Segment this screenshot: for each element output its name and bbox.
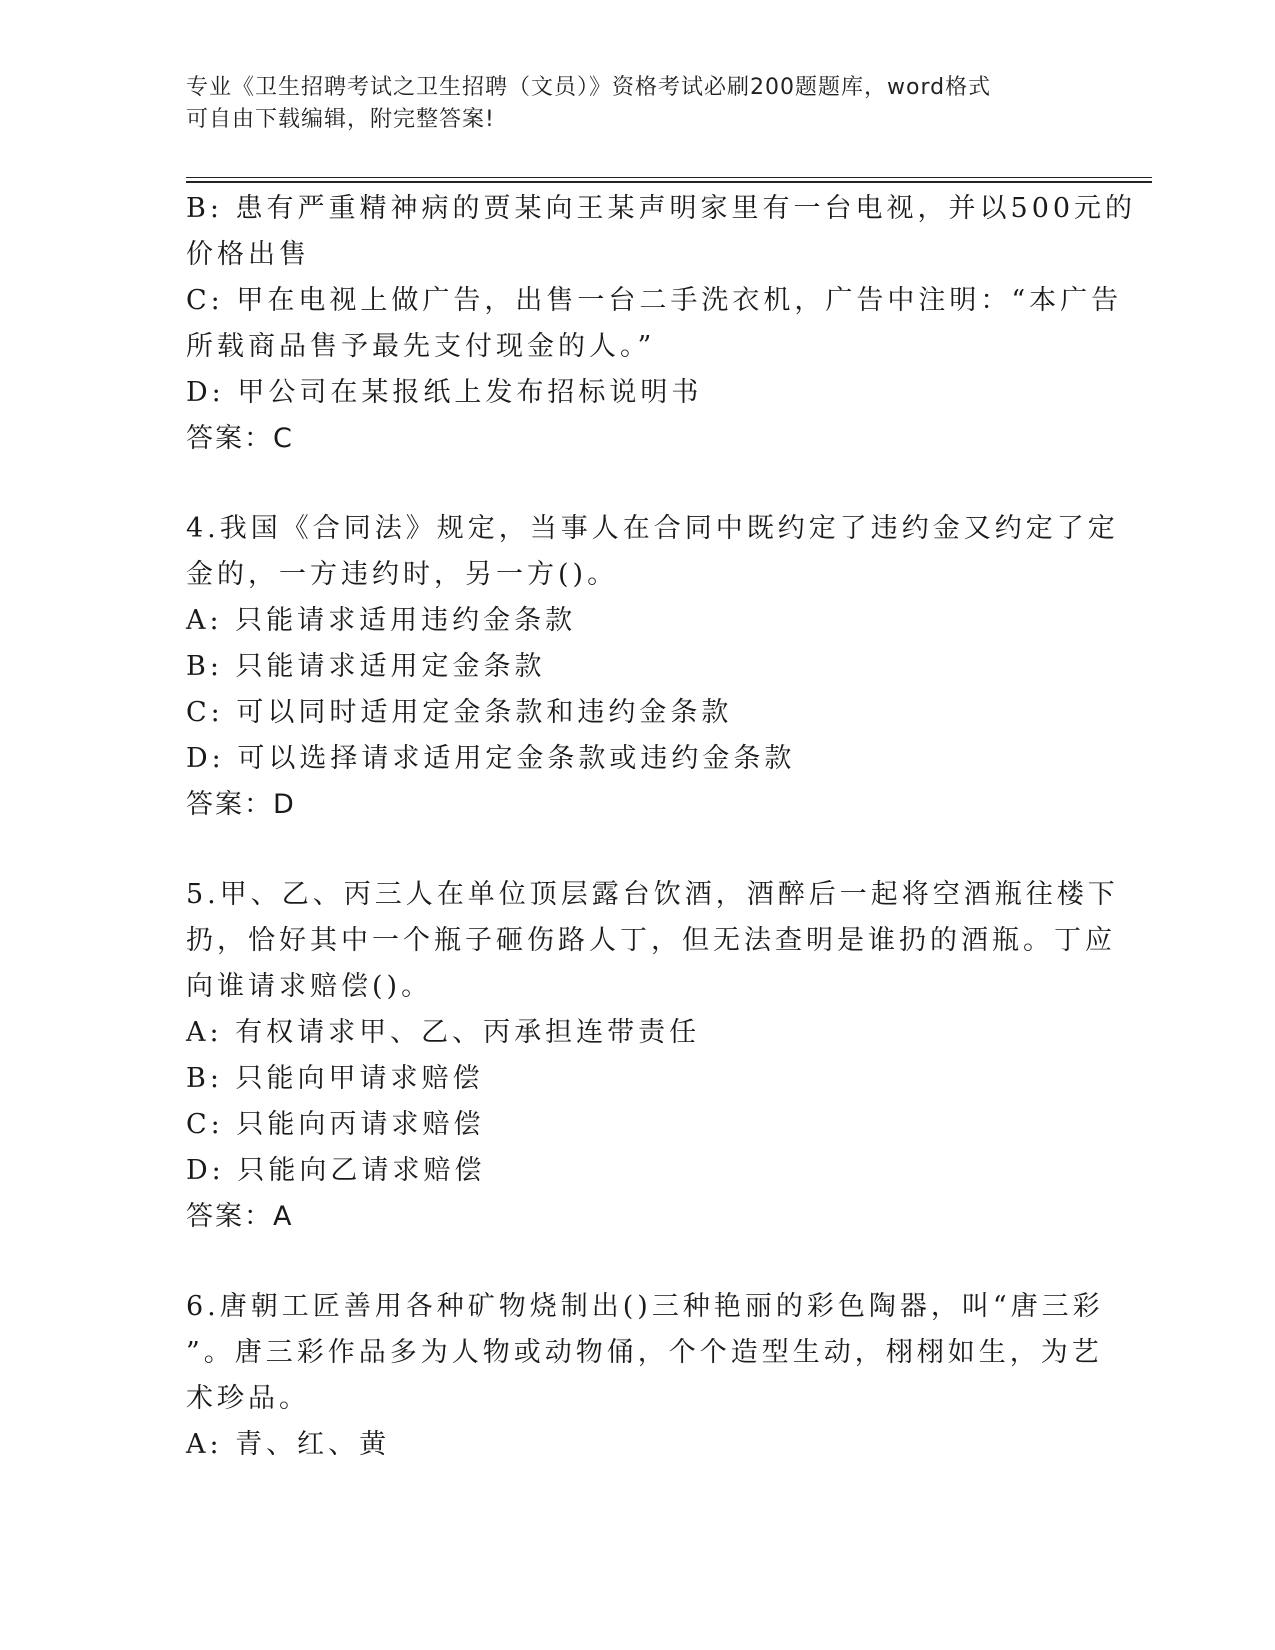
- q4-option-d: D: 可以选择请求适用定金条款或违约金条款: [186, 743, 796, 774]
- q3-option-d: D: 甲公司在某报纸上发布招标说明书: [186, 377, 703, 408]
- q5-option-a: A: 有权请求甲、乙、丙承担连带责任: [186, 1017, 701, 1048]
- header-line-2: 可自由下载编辑，附完整答案!: [186, 107, 495, 132]
- q6-stem-line-1: 6.唐朝工匠善用各种矿物烧制出()三种艳丽的彩色陶器，叫“唐三彩: [186, 1291, 1104, 1322]
- q4-option-c: C: 可以同时适用定金条款和违约金条款: [186, 697, 733, 728]
- page-header: [186, 72, 1086, 136]
- q4-stem-line-1: 4.我国《合同法》规定，当事人在合同中既约定了违约金又约定了定: [186, 513, 1119, 544]
- q6-option-a: A: 青、红、黄: [186, 1429, 391, 1460]
- header-rule-thick: [186, 181, 1152, 183]
- header-rule-thin: [186, 177, 1152, 178]
- q5-answer: 答案：A: [186, 1201, 294, 1232]
- q5-option-b: B: 只能向甲请求赔偿: [186, 1063, 484, 1094]
- q5-option-c: C: 只能向丙请求赔偿: [186, 1109, 485, 1140]
- q3-option-c-line-1: C: 甲在电视上做广告，出售一台二手洗衣机，广告中注明：“本广告: [186, 285, 1123, 316]
- q4-stem-line-2: 金的，一方违约时，另一方()。: [186, 559, 619, 590]
- q4-option-a: A: 只能请求适用违约金条款: [186, 605, 577, 636]
- spacer: [186, 462, 1086, 506]
- question-4: [186, 506, 1119, 828]
- question-6: [186, 1284, 1104, 1468]
- q3-option-c-line-2: 所载商品售予最先支付现金的人。”: [186, 331, 656, 362]
- document-body: [186, 186, 1137, 1468]
- q4-answer: 答案：D: [186, 789, 296, 820]
- spacer: [186, 1240, 1086, 1284]
- question-5: [186, 872, 1119, 1240]
- q3-answer: 答案：C: [186, 423, 294, 454]
- q5-stem-line-2: 扔，恰好其中一个瓶子砸伤路人丁，但无法查明是谁扔的酒瓶。丁应: [186, 925, 1116, 956]
- q5-option-d: D: 只能向乙请求赔偿: [186, 1155, 486, 1186]
- q3-option-b-line-1: B: 患有严重精神病的贾某向王某声明家里有一台电视，并以500元的: [186, 193, 1137, 224]
- q5-stem-line-1: 5.甲、乙、丙三人在单位顶层露台饮酒，酒醉后一起将空酒瓶往楼下: [186, 879, 1119, 910]
- q6-stem-line-3: 术珍品。: [186, 1383, 310, 1414]
- q5-stem-line-3: 向谁请求赔偿()。: [186, 971, 433, 1002]
- q4-option-b: B: 只能请求适用定金条款: [186, 651, 546, 682]
- header-line-1: 专业《卫生招聘考试之卫生招聘（文员）》资格考试必刷200题题库，word格式: [186, 75, 992, 100]
- spacer: [186, 828, 1086, 872]
- question-3-tail: [186, 186, 1137, 462]
- q3-option-b-line-2: 价格出售: [186, 239, 310, 270]
- q6-stem-line-2: ”。唐三彩作品多为人物或动物俑，个个造型生动，栩栩如生，为艺: [186, 1337, 1103, 1368]
